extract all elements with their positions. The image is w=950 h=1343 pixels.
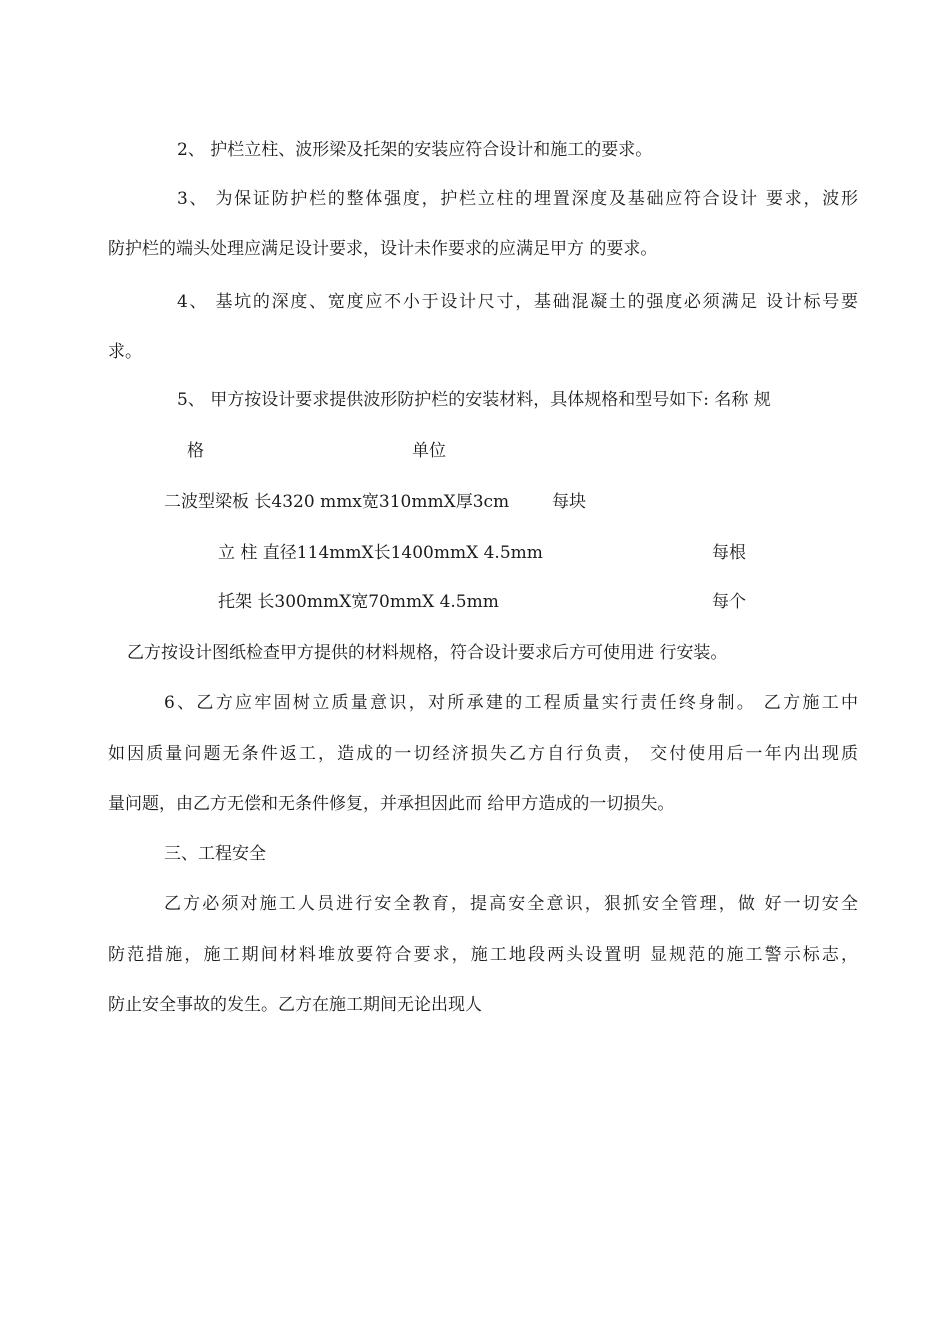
section-3-line-1: 乙方必须对施工人员进行安全教育，提高安全意识，狠抓安全管理，做 好一切安全 — [164, 894, 858, 914]
paragraph-6-line-1: 6、乙方应牢固树立质量意识，对所承建的工程质量实行责任终身制。 乙方施工中 — [164, 693, 858, 713]
column-header-spec: 格 — [187, 441, 204, 461]
paragraph-3-line-1: 3、 为保证防护栏的整体强度，护栏立柱的埋置深度及基础应符合设计 要求，波形 — [177, 189, 858, 209]
section-3-heading: 三、工程安全 — [164, 844, 266, 864]
paragraph-2: 2、 护栏立柱、波形梁及托架的安装应符合设计和施工的要求。 — [177, 140, 653, 160]
paragraph-4-line-1: 4、 基坑的深度、宽度应不小于设计尺寸，基础混凝土的强度必须满足 设计标号要 — [177, 292, 858, 312]
material-row-bracket-unit: 每个 — [712, 592, 746, 612]
material-row-beam-spec: 二波型梁板 长4320 mmx宽310mmX厚3cm — [164, 492, 510, 512]
material-row-beam-unit: 每块 — [552, 492, 586, 512]
section-3-line-3: 防止安全事故的发生。乙方在施工期间无论出现人 — [108, 995, 482, 1015]
paragraph-6-line-2: 如因质量问题无条件返工，造成的一切经济损失乙方自行负责， 交付使用后一年内出现质 — [108, 744, 858, 764]
material-check-line: 乙方按设计图纸检查甲方提供的材料规格，符合设计要求后方可使用进 行安装。 — [127, 643, 728, 663]
section-3-line-2: 防范措施，施工期间材料堆放要符合要求，施工地段两头设置明 显规范的施工警示标志， — [108, 945, 858, 965]
paragraph-5-line-1: 5、 甲方按设计要求提供波形防护栏的安装材料，具体规格和型号如下: 名称 规 — [177, 390, 771, 410]
paragraph-4-line-2: 求。 — [108, 342, 142, 362]
material-row-bracket-spec: 托架 长300mmX宽70mmX 4.5mm — [218, 592, 499, 612]
paragraph-6-line-3: 量问题，由乙方无偿和无条件修复，并承担因此而 给甲方造成的一切损失。 — [108, 794, 675, 814]
paragraph-3-line-2: 防护栏的端头处理应满足设计要求，设计未作要求的应满足甲方 的要求。 — [108, 239, 658, 259]
material-row-post-unit: 每根 — [712, 543, 746, 563]
material-row-post-spec: 立 柱 直径114mmX长1400mmX 4.5mm — [218, 543, 543, 563]
column-header-unit: 单位 — [412, 441, 446, 461]
